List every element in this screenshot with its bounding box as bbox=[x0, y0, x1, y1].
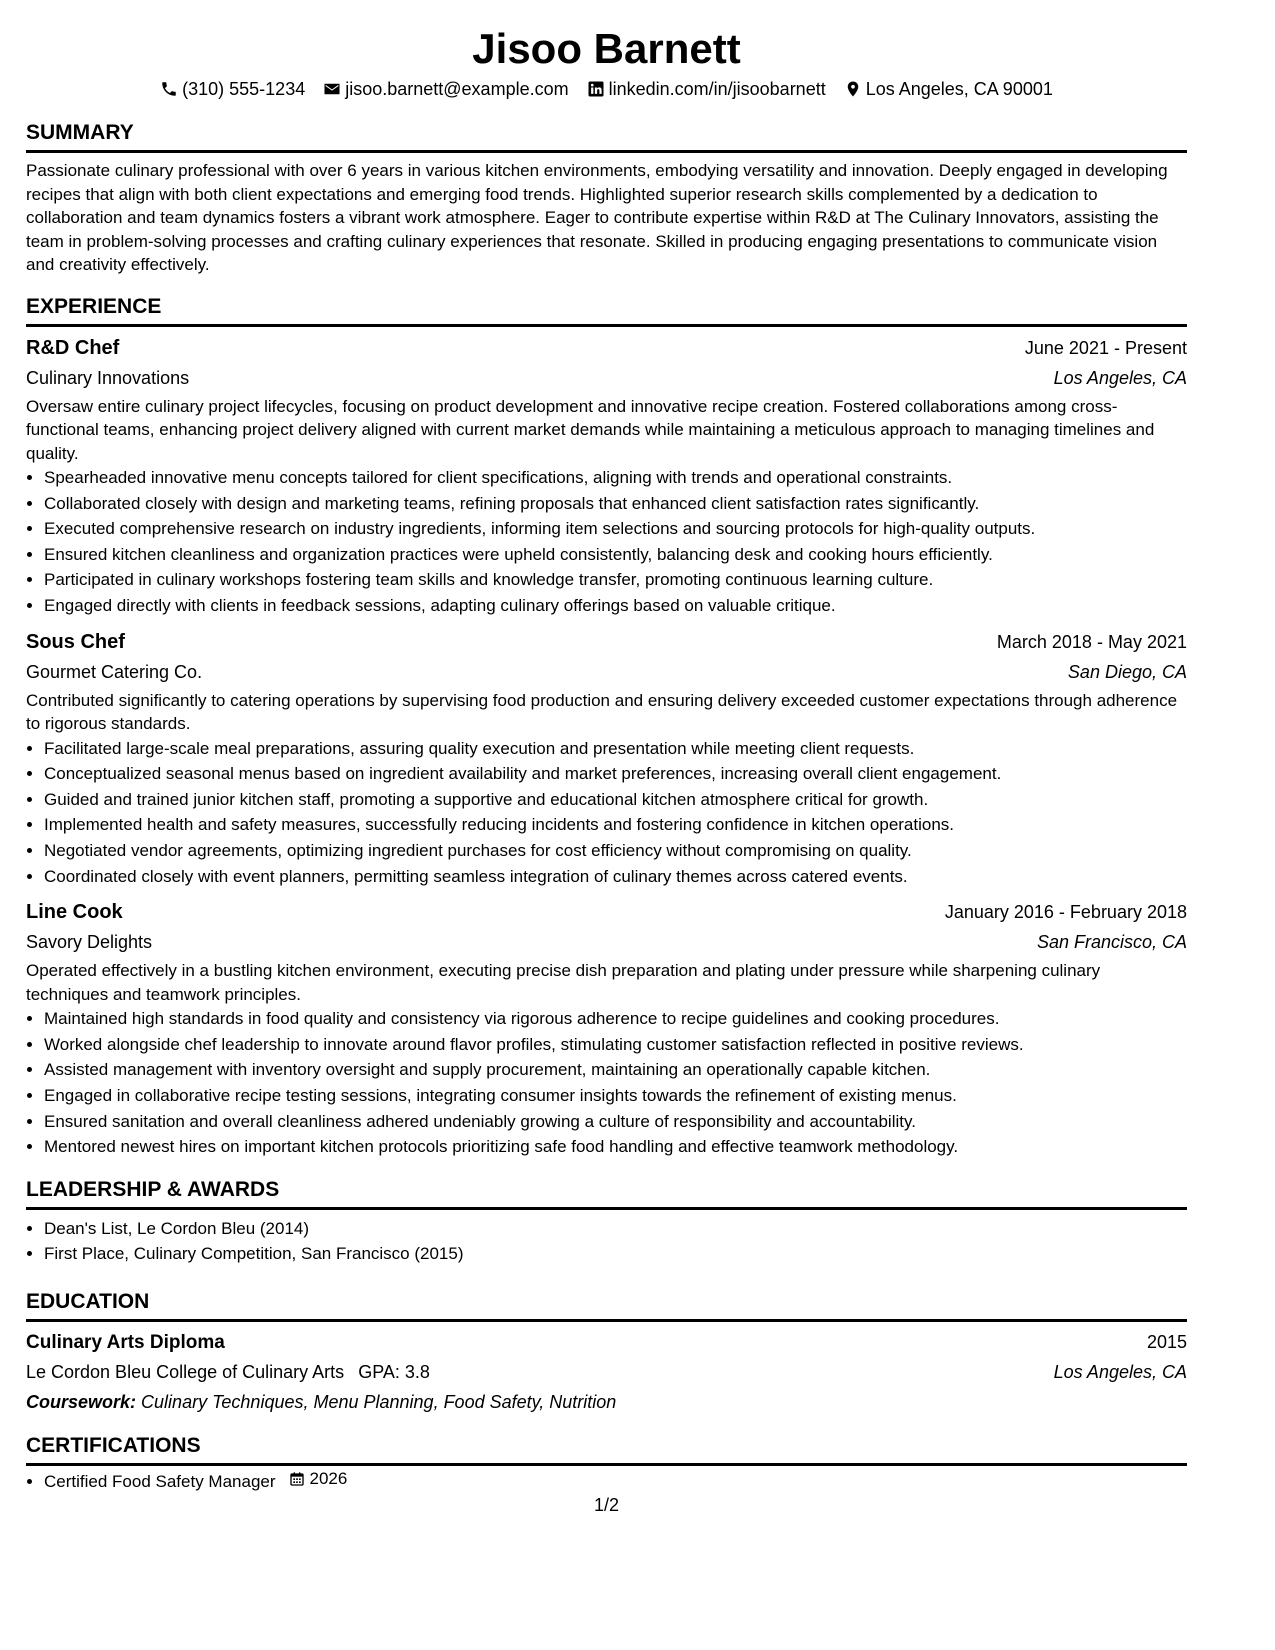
job-company: Savory Delights bbox=[26, 932, 153, 953]
leadership-section bbox=[26, 1177, 1187, 1267]
education-location: Los Angeles, CA bbox=[1053, 1361, 1187, 1382]
job-entry bbox=[26, 897, 1187, 1160]
job-bullets bbox=[26, 1006, 1187, 1160]
section-heading-experience: EXPERIENCE bbox=[26, 294, 1187, 327]
section-heading-summary: SUMMARY bbox=[26, 120, 1187, 153]
list-item: • Conceptualized seasonal menus based on ingredient availability and market preferences, increasing overall client engagement. bbox=[44, 761, 1187, 787]
section-heading-education: EDUCATION bbox=[26, 1289, 1187, 1322]
job-company: Culinary Innovations bbox=[26, 367, 190, 388]
job-title: Line Cook bbox=[26, 901, 123, 924]
coursework-text: Culinary Techniques, Menu Planning, Food Safety, Nutrition bbox=[141, 1391, 617, 1412]
candidate-name: Jisoo Barnett bbox=[472, 25, 741, 72]
email-text[interactable]: jisoo.barnett@example.com bbox=[345, 79, 569, 99]
list-item: • Mentored newest hires on important kitchen protocols prioritizing safe food handling and effective teamwork methodology. bbox=[44, 1134, 1187, 1160]
list-item: • Engaged directly with clients in feedback sessions, adapting culinary offerings based on valuable critique. bbox=[44, 593, 1187, 619]
list-item: • Dean's List, Le Cordon Bleu (2014) bbox=[44, 1216, 1187, 1242]
location-text: Los Angeles, CA 90001 bbox=[865, 79, 1053, 99]
certifications-list bbox=[26, 1466, 1187, 1494]
education-gpa: GPA: 3.8 bbox=[358, 1361, 430, 1382]
section-heading-certifications: CERTIFICATIONS bbox=[26, 1433, 1187, 1466]
list-item: • Ensured sanitation and overall cleanliness adhered undeniably growing a culture of responsibility and accountability. bbox=[44, 1109, 1187, 1135]
job-entry bbox=[26, 627, 1187, 890]
education-school-line bbox=[26, 1357, 430, 1387]
list-item: • First Place, Culinary Competition, San Francisco (2015) bbox=[44, 1241, 1187, 1267]
education-entry bbox=[26, 1328, 1187, 1417]
calendar-icon bbox=[288, 1470, 306, 1488]
job-entry bbox=[26, 333, 1187, 619]
certification-year: 2026 bbox=[309, 1468, 348, 1488]
list-item: • Executed comprehensive research on industry ingredients, informing item selections and sourcing protocols for high-quality outputs. bbox=[44, 516, 1187, 542]
coursework-label: Coursework: bbox=[26, 1391, 137, 1412]
job-description: Contributed significantly to catering operations by supervising food production and ensuring delivery exceeded customer expectations through adherence to rigorous standards. bbox=[26, 690, 1178, 734]
job-location: San Francisco, CA bbox=[1036, 932, 1187, 953]
list-item: • Collaborated closely with design and marketing teams, refining proposals that enhanced client satisfaction rates significantly. bbox=[44, 491, 1187, 517]
list-item: • Participated in culinary workshops fostering team skills and knowledge transfer, promoting continuous learning culture. bbox=[44, 567, 1187, 593]
phone-text: (310) 555-1234 bbox=[182, 79, 306, 99]
job-dates: March 2018 - May 2021 bbox=[996, 631, 1187, 652]
job-location: San Diego, CA bbox=[1067, 661, 1187, 682]
list-item: • Worked alongside chef leadership to innovate around flavor profiles, stimulating customer satisfaction reflected in positive reviews. bbox=[44, 1032, 1187, 1058]
summary-text: Passionate culinary professional with over 6 years in various kitchen environments, embodying versatility and innovation. Deeply engaged in developing recipes that align with both client expectations and emerging food trends. Highlighted superior research skills complemented by a dedication to collaboration and team dynamics fosters a vibrant work atmosphere. Eager to contribute expertise within R&D at The Culinary Innovators, assisting the team in problem-solving processes and crafting culinary experiences that resonate. Skilled in producing engaging presentations to communicate vision and creativity effectively. bbox=[26, 161, 1168, 274]
list-item: • Assisted management with inventory oversight and supply procurement, maintaining an operationally capable kitchen. bbox=[44, 1057, 1187, 1083]
education-year: 2015 bbox=[1146, 1331, 1187, 1352]
list-item: • Coordinated closely with event planners, permitting seamless integration of culinary themes across catered events. bbox=[44, 864, 1187, 890]
education-school: Le Cordon Bleu College of Culinary Arts bbox=[26, 1361, 345, 1382]
list-item: • Engaged in collaborative recipe testing sessions, integrating consumer insights towards the refinement of existing menus. bbox=[44, 1083, 1187, 1109]
list-item: • Implemented health and safety measures, successfully reducing incidents and fostering confidence in kitchen operations. bbox=[44, 812, 1187, 838]
contact-email[interactable] bbox=[323, 76, 568, 102]
certifications-section bbox=[26, 1433, 1187, 1494]
phone-icon bbox=[160, 80, 178, 98]
list-item: • Facilitated large-scale meal preparations, assuring quality execution and presentation while meeting client requests. bbox=[44, 736, 1187, 762]
contact-bar bbox=[26, 76, 1187, 102]
education-section bbox=[26, 1289, 1187, 1417]
linkedin-text[interactable]: linkedin.com/in/jisoobarnett bbox=[608, 79, 826, 99]
job-location: Los Angeles, CA bbox=[1053, 367, 1187, 388]
contact-location bbox=[844, 76, 1053, 102]
leadership-list bbox=[26, 1216, 1187, 1267]
section-heading-leadership: LEADERSHIP & AWARDS bbox=[26, 1177, 1187, 1210]
certification-name: Certified Food Safety Manager bbox=[44, 1471, 276, 1491]
education-degree: Culinary Arts Diploma bbox=[26, 1331, 225, 1353]
job-bullets bbox=[26, 465, 1187, 619]
summary-section bbox=[26, 120, 1187, 277]
job-company: Gourmet Catering Co. bbox=[26, 661, 203, 682]
job-description: Oversaw entire culinary project lifecycles, focusing on product development and innovative recipe creation. Fostered collaborations among cross-functional teams, enhancing project delivery aligned with current market demands while maintaining a meticulous approach to managing timelines and quality. bbox=[26, 396, 1155, 463]
contact-linkedin[interactable] bbox=[587, 76, 826, 102]
job-title: Sous Chef bbox=[26, 630, 125, 653]
list-item: • Maintained high standards in food quality and consistency via rigorous adherence to recipe guidelines and cooking procedures. bbox=[44, 1006, 1187, 1032]
envelope-icon bbox=[323, 80, 341, 98]
page-number: 1/2 bbox=[593, 1495, 620, 1515]
list-item: • Negotiated vendor agreements, optimizing ingredient purchases for cost efficiency without compromising on quality. bbox=[44, 838, 1187, 864]
job-dates: January 2016 - February 2018 bbox=[944, 902, 1187, 923]
job-title: R&D Chef bbox=[26, 336, 120, 359]
linkedin-icon bbox=[587, 80, 605, 98]
job-dates: June 2021 - Present bbox=[1024, 337, 1187, 358]
list-item: • Ensured kitchen cleanliness and organization practices were upheld consistently, balancing desk and cooking hours efficiently. bbox=[44, 542, 1187, 568]
list-item: • Guided and trained junior kitchen staff, promoting a supportive and educational kitchen atmosphere critical for growth. bbox=[44, 787, 1187, 813]
education-coursework bbox=[26, 1387, 1187, 1417]
certification-date bbox=[288, 1466, 348, 1492]
list-item bbox=[44, 1466, 1187, 1494]
experience-section bbox=[26, 294, 1187, 1160]
contact-phone bbox=[160, 76, 305, 102]
job-description: Operated effectively in a bustling kitchen environment, executing precise dish preparation and plating under pressure while sharpening culinary techniques and teamwork principles. bbox=[26, 961, 1101, 1004]
list-item: • Spearheaded innovative menu concepts tailored for client specifications, aligning with trends and operational constraints. bbox=[44, 465, 1187, 491]
map-pin-icon bbox=[844, 80, 862, 98]
job-bullets bbox=[26, 736, 1187, 890]
